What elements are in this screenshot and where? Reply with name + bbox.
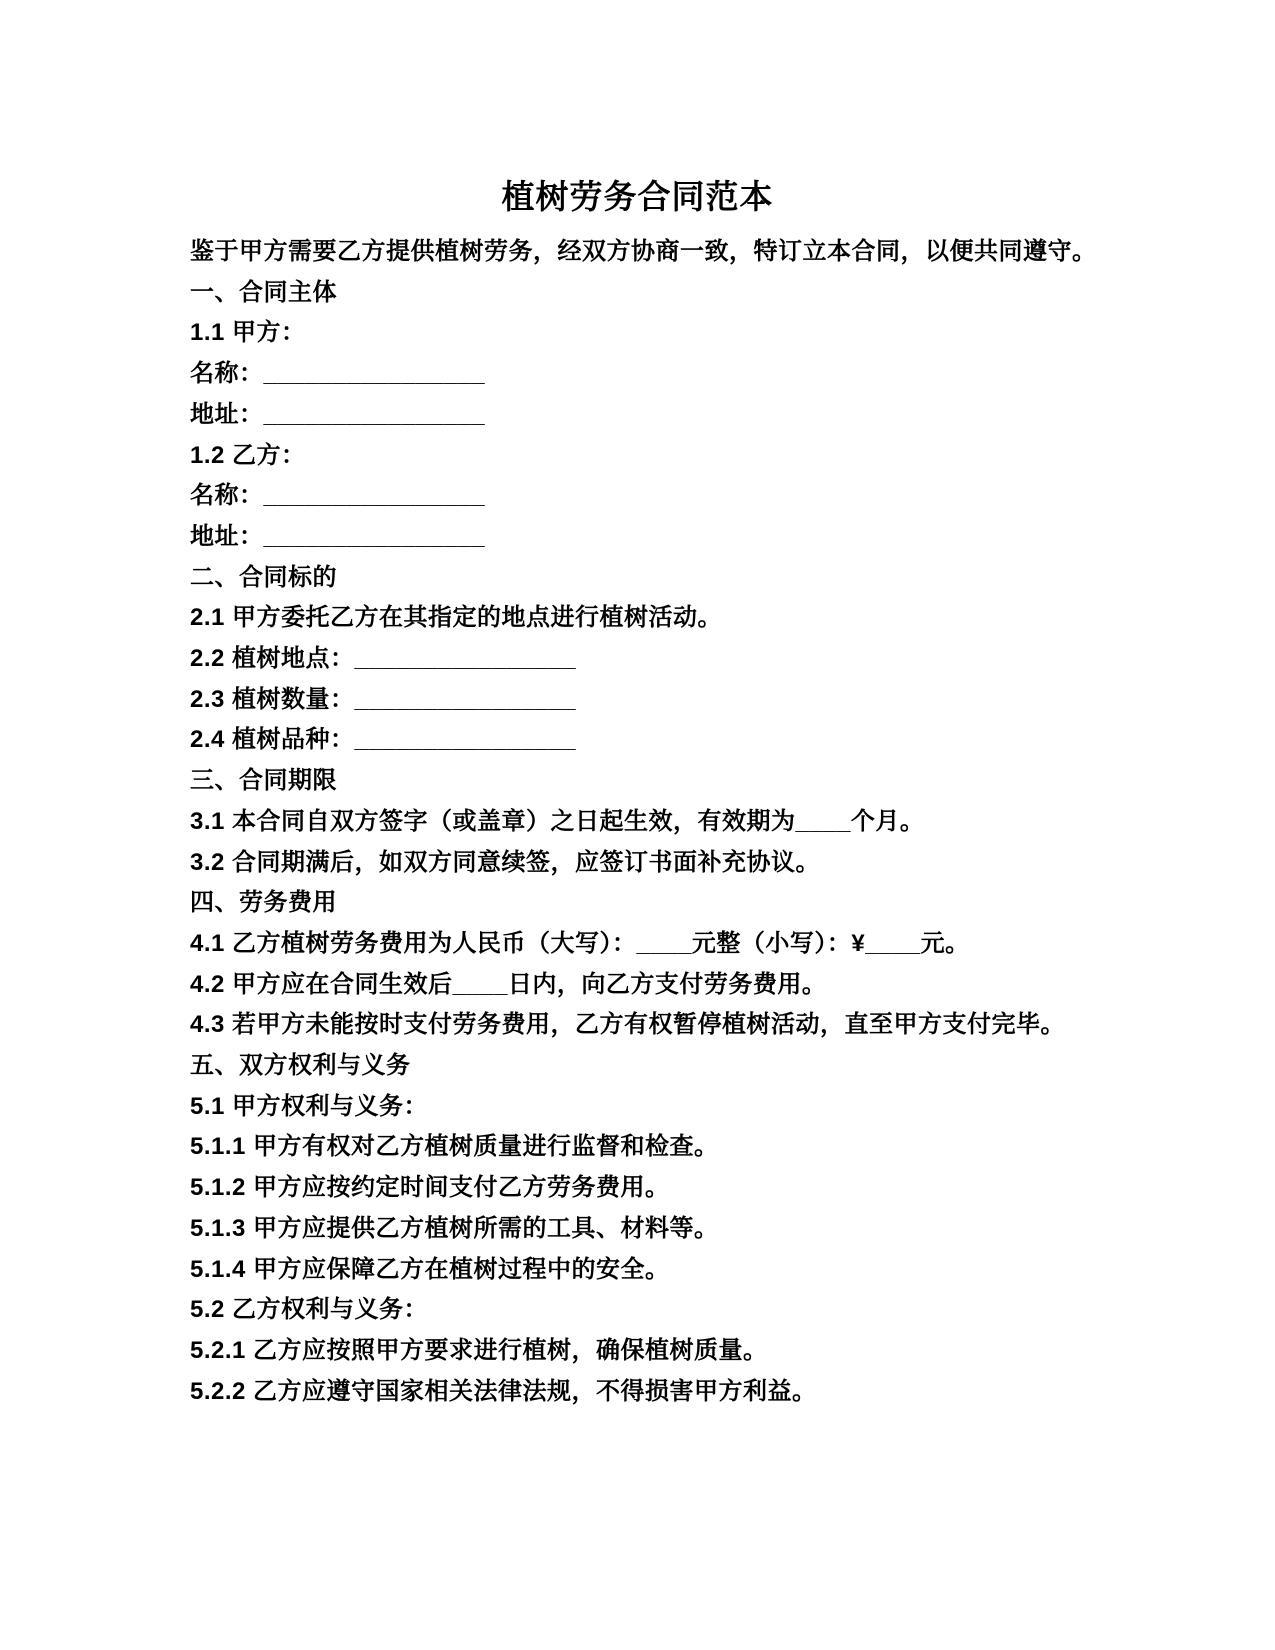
field-name-b: 名称：________________ <box>190 482 486 510</box>
clause-2-2: 2.2 植树地点：________________ <box>190 645 577 673</box>
section-heading-3: 三、合同期限 <box>190 767 337 795</box>
clause-2-3: 2.3 植树数量：________________ <box>190 685 577 713</box>
clause-5-2-1: 5.2.1 乙方应按照甲方要求进行植树，确保植树质量。 <box>190 1336 768 1364</box>
clause-5-2-2: 5.2.2 乙方应遵守国家相关法律法规，不得损害甲方利益。 <box>190 1377 817 1405</box>
section-heading-4: 四、劳务费用 <box>190 889 337 917</box>
clause-5-1-4: 5.1.4 甲方应保障乙方在植树过程中的安全。 <box>190 1255 670 1283</box>
field-name-a: 名称：________________ <box>190 360 486 388</box>
clause-1-2: 1.2 乙方： <box>190 441 306 469</box>
section-heading-5: 五、双方权利与义务 <box>190 1052 411 1080</box>
field-address-b: 地址：________________ <box>190 522 486 550</box>
clause-5-1: 5.1 甲方权利与义务： <box>190 1092 429 1120</box>
field-address-a: 地址：________________ <box>190 400 486 428</box>
clause-2-4: 2.4 植树品种：________________ <box>190 726 577 754</box>
section-heading-2: 二、合同标的 <box>190 563 337 591</box>
clause-4-3: 4.3 若甲方未能按时支付劳务费用，乙方有权暂停植树活动，直至甲方支付完毕。 <box>190 1011 1066 1039</box>
clause-5-1-1: 5.1.1 甲方有权对乙方植树质量进行监督和检查。 <box>190 1133 719 1161</box>
clause-3-2: 3.2 合同期满后，如双方同意续签，应签订书面补充协议。 <box>190 848 821 876</box>
clause-4-2: 4.2 甲方应在合同生效后____日内，向乙方支付劳务费用。 <box>190 970 827 998</box>
contract-body <box>190 232 1097 1412</box>
clause-2-1: 2.1 甲方委托乙方在其指定的地点进行植树活动。 <box>190 604 723 632</box>
section-heading-1: 一、合同主体 <box>190 278 337 306</box>
clause-5-2: 5.2 乙方权利与义务： <box>190 1296 429 1324</box>
page-title: 植树劳务合同范本 <box>501 178 774 215</box>
clause-3-1: 3.1 本合同自双方签字（或盖章）之日起生效，有效期为____个月。 <box>190 807 925 835</box>
preamble: 鉴于甲方需要乙方提供植树劳务，经双方协商一致，特订立本合同，以便共同遵守。 <box>190 238 1097 265</box>
clause-1-1: 1.1 甲方： <box>190 319 306 347</box>
clause-4-1: 4.1 乙方植树劳务费用为人民币（大写）：____元整（小写）：¥____元。 <box>190 929 970 957</box>
clause-5-1-2: 5.1.2 甲方应按约定时间支付乙方劳务费用。 <box>190 1174 670 1202</box>
clause-5-1-3: 5.1.3 甲方应提供乙方植树所需的工具、材料等。 <box>190 1214 719 1242</box>
